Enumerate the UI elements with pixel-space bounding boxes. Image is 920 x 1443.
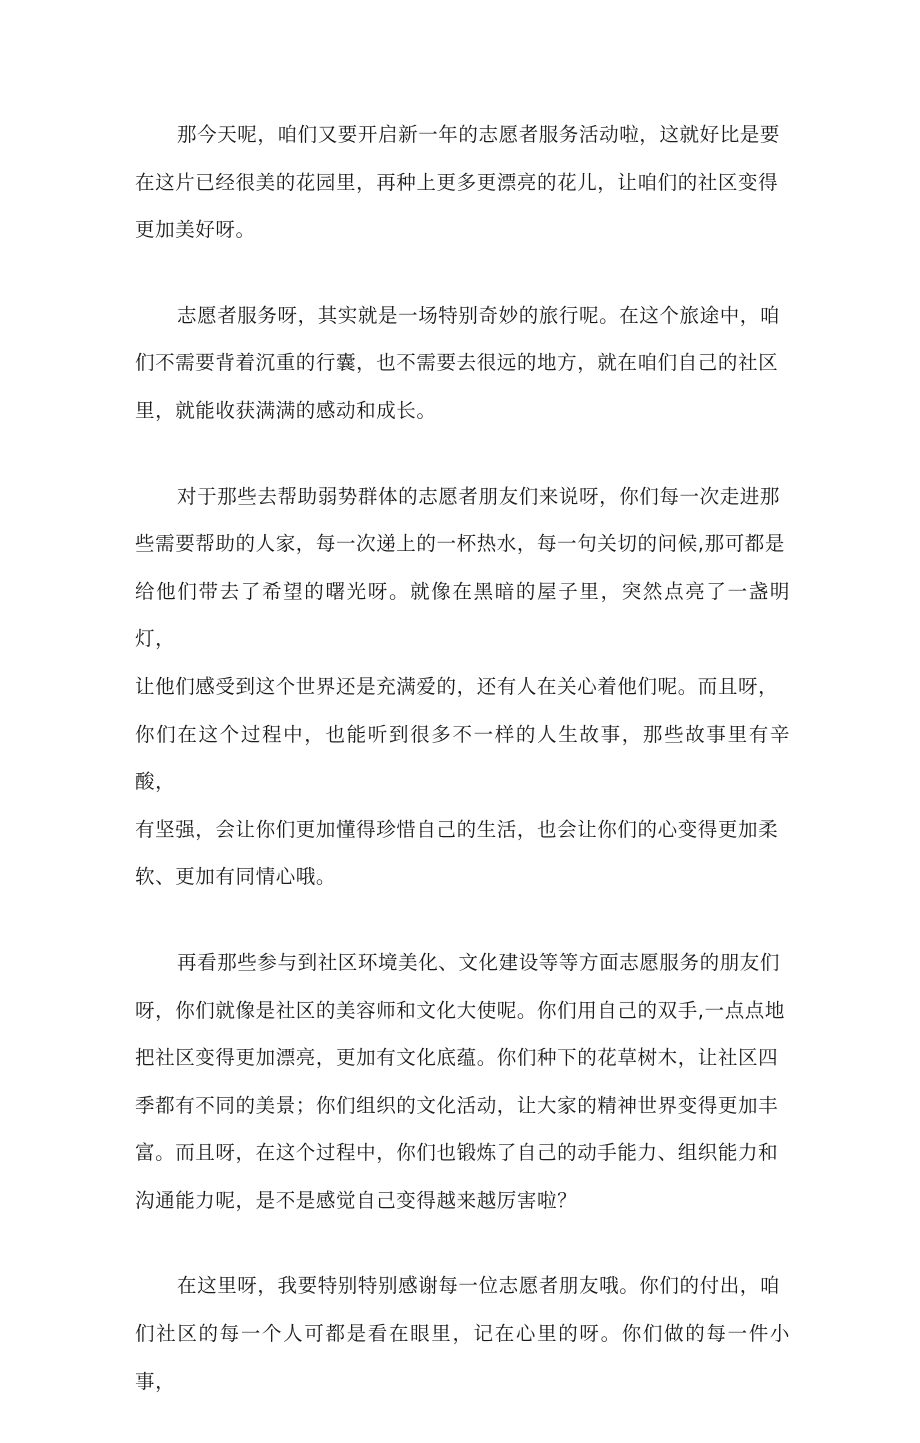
paragraph-1 [135, 111, 790, 254]
paragraph-line: 些需要帮助的人家，每一次递上的一杯热水，每一句关切的问候,那可都是 [135, 532, 785, 556]
paragraph-5 [135, 1262, 790, 1405]
paragraph-line: 里，就能收获满满的感动和成长。 [135, 398, 437, 422]
paragraph-line: 再看那些参与到社区环境美化、文化建设等等方面志愿服务的朋友们 [177, 950, 781, 974]
paragraph-4 [135, 939, 790, 1225]
paragraph-line: 有坚强，会让你们更加懂得珍惜自己的生活，也会让你们的心变得更加柔 [135, 817, 779, 841]
paragraph-line: 富。而且呀，在这个过程中，你们也锻炼了自己的动手能力、组织能力和 [135, 1141, 779, 1165]
paragraph-2 [135, 292, 790, 435]
paragraph-line: 让他们感受到这个世界还是充满爱的，还有人在关心着他们呢。而且呀， [135, 674, 779, 698]
paragraph-line: 那今天呢，咱们又要开启新一年的志愿者服务活动啦，这就好比是要 [177, 123, 781, 146]
paragraph-line: 在这里呀，我要特别特别感谢每一位志愿者朋友哦。你们的付出，咱 [177, 1274, 781, 1298]
paragraph-line: 志愿者服务呀，其实就是一场特别奇妙的旅行呢。在这个旅途中，咱 [177, 303, 781, 327]
paragraph-line: 在这片已经很美的花园里，再种上更多更漂亮的花儿，让咱们的社区变得 [135, 170, 779, 194]
paragraph-3 [135, 473, 790, 901]
paragraph-line: 把社区变得更加漂亮，更加有文化底蕴。你们种下的花草树木，让社区四 [135, 1046, 779, 1070]
paragraph-line: 们不需要背着沉重的行囊，也不需要去很远的地方，就在咱们自己的社区 [135, 351, 779, 375]
paragraph-line: 沟通能力呢，是不是感觉自己变得越来越厉害啦？ [135, 1188, 578, 1212]
paragraph-line: 呀，你们就像是社区的美容师和文化大使呢。你们用自己的双手,一点点地 [135, 998, 785, 1022]
paragraph-line: 你们在这个过程中，也能听到很多不一样的人生故事，那些故事里有辛酸， [135, 722, 790, 794]
paragraph-line: 季都有不同的美景；你们组织的文化活动，让大家的精神世界变得更加丰 [135, 1093, 779, 1117]
paragraph-line: 软、更加有同情心哦。 [135, 865, 337, 889]
paragraph-line: 给他们带去了希望的曙光呀。就像在黑暗的屋子里，突然点亮了一盏明灯， [135, 579, 790, 651]
paragraph-line: 对于那些去帮助弱势群体的志愿者朋友们来说呀，你们每一次走进那 [177, 484, 781, 508]
paragraph-line: 更加美好呀。 [135, 218, 256, 242]
document-body [135, 111, 790, 1443]
paragraph-line: 们社区的每一个人可都是看在眼里，记在心里的呀。你们做的每一件小事， [135, 1322, 790, 1393]
